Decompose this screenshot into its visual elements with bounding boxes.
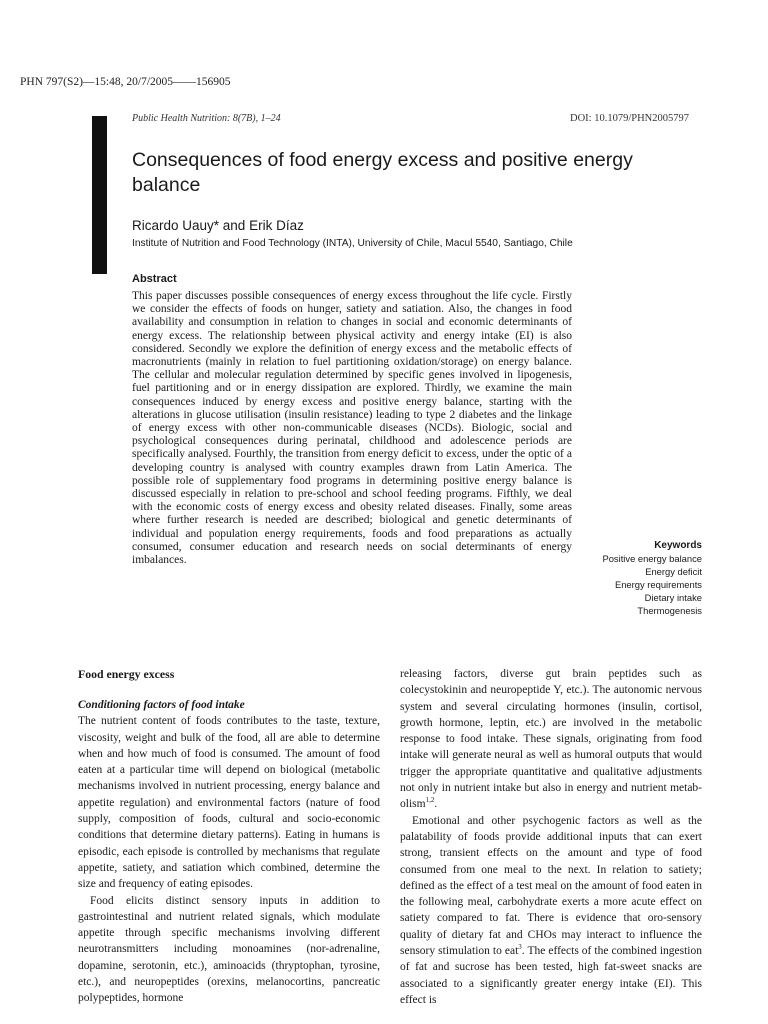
body-paragraph [400, 666, 702, 813]
abstract-heading: Abstract [132, 273, 177, 285]
paragraph-text: . The effects of the combined ingestion of fat and sucrose has been tested, high fat-sweet snacks are associated to a significantly greater energy intake (EI). This effect is [400, 945, 702, 1006]
subsection-heading: Conditioning factors of food intake [78, 699, 245, 711]
article-title: Consequences of food energy excess and positive energy balance [132, 149, 633, 196]
citation-ref: 1,2 [425, 796, 435, 805]
body-paragraph: The nutrient content of foods contributes to the taste, texture, viscosity, weight and bulk of the food, all are able to determine when and how much of food is consumed. The amount of food eaten at a particular time will depend on biological (metabolic mechanisms involved in nutrient processing, energy balance and appetite regulation) and environmental factors (nature of food supply, composition of foods, cultural and socio-economic conditions that determine dietary patterns). Eating in humans is episodic, each episode is controlled by mechanisms that regulate appetite, satiety, and satiation which combined, determine the size and frequency of eating episodes. [78, 715, 380, 891]
article-authors: Ricardo Uauy* and Erik Díaz [132, 218, 304, 233]
abstract-text: This paper discusses possible consequences of energy excess throughout the life cycle. Firstly we consider the effects of foods on hunger, satiety and satiation. Also, the changes in food availability and consumption in relation to changes in social and economic determinants of energy excess. The relationship between physical activity and energy intake (EI) is also considered. Secondly we explore the definition of energy excess and the metabolic effects of macronutrients (mainly in relation to fuel partitioning oxidation/storage) on energy balance. The cellular and molecular regulation determined by specific genes involved in lipogenesis, fuel partitioning and or in energy dissipation are explored. Thirdly, we examine the main consequences induced by energy excess and positive energy balance, starting with the alterations in glucose utilisation (insulin resistance) leading to type 2 diabetes and the linkage of energy excess with other non-communicable diseases (NCDs). Biologic, social and psychological consequences during perinatal, childhood and adolescence periods are specifically analysed. Fourthly, the transition from energy deficit to excess, under the optic of a developing country is analysed with country examples drawn from Latin America. The possible role of supplementary food programs in determining positive energy balance is discussed especially in relation to pre-school and school feeding programs. Fifthly, we deal with the economic costs of energy excess and obesity related diseases. Finally, some areas where further research is needed are described; biological and genetic determinants of individual and population energy requirements, foods and food preparations as actually consumed, consumer education and research needs on social determinants of energy imbalances. [132, 290, 572, 567]
journal-citation: Public Health Nutrition: 8(7B), 1–24 [132, 113, 281, 124]
keyword-item: Positive energy balance [602, 553, 702, 564]
paragraph-text: Emotional and other psychogenic factors as well as the palatability of foods provide additional inputs that can exert strong, transient effects on the amount and type of food consumed from one meal to the next. In relation to satiety; defined as the effect of a test meal on the amount of food eaten in the following meal, carbohydrate exerts a more acute effect on satiety compared to fat. There is evidence that oro-sensory quality of dietary fat and CHOs may interact to influence the sensory stimulation to eat [400, 814, 702, 958]
body-paragraph: Food elicits distinct sensory inputs in addition to gastrointestinal and nutrient related signals, which modulate appetite through specific mechanisms involving different neurotransmitters including monoamines (nor-adrenaline, dopamine, serotonin, etc.), aminoacids (thryptophan, tyrosine, etc.), and neuropeptides (orexins, melanocortins, pancreatic polypeptides, hormone [78, 894, 380, 1005]
keyword-item: Dietary intake [644, 592, 702, 603]
decorative-side-bar [92, 116, 107, 274]
paragraph-text: releasing factors, diverse gut brain peptides such as colecystokinin and neuropeptide Y, etc.). The autonomic nervous system and several circulating hormones (insulin, cortisol, growth hormone, leptin, etc.) are involved in the metabolic response to food intake. These signals, originating from food intake will generate neural as well as humoral outputs that would trigger the appropriate quantitative and qualitative adjustments not only in nutrient intake but also in energy and nutrient metab-olism [400, 668, 702, 811]
citation-ref: 3 [518, 943, 522, 952]
keywords-box [590, 539, 702, 617]
running-header: PHN 797(S2)—15:48, 20/7/2005——156905 [20, 76, 231, 88]
body-column-left [78, 666, 380, 1007]
doi-label: DOI: 10.1079/PHN2005797 [570, 113, 690, 124]
body-paragraph [400, 813, 702, 1009]
author-affiliation: Institute of Nutrition and Food Technology (INTA), University of Chile, Macul 5540, Santiago, Chile [132, 238, 573, 249]
paragraph-text: . [434, 798, 438, 811]
keyword-item: Thermogenesis [637, 605, 702, 616]
keyword-item: Energy requirements [614, 579, 702, 590]
keywords-title: Keywords [654, 540, 702, 551]
keyword-item: Energy deficit [645, 566, 702, 577]
body-column-right [400, 666, 702, 1008]
section-heading: Food energy excess [78, 667, 175, 681]
